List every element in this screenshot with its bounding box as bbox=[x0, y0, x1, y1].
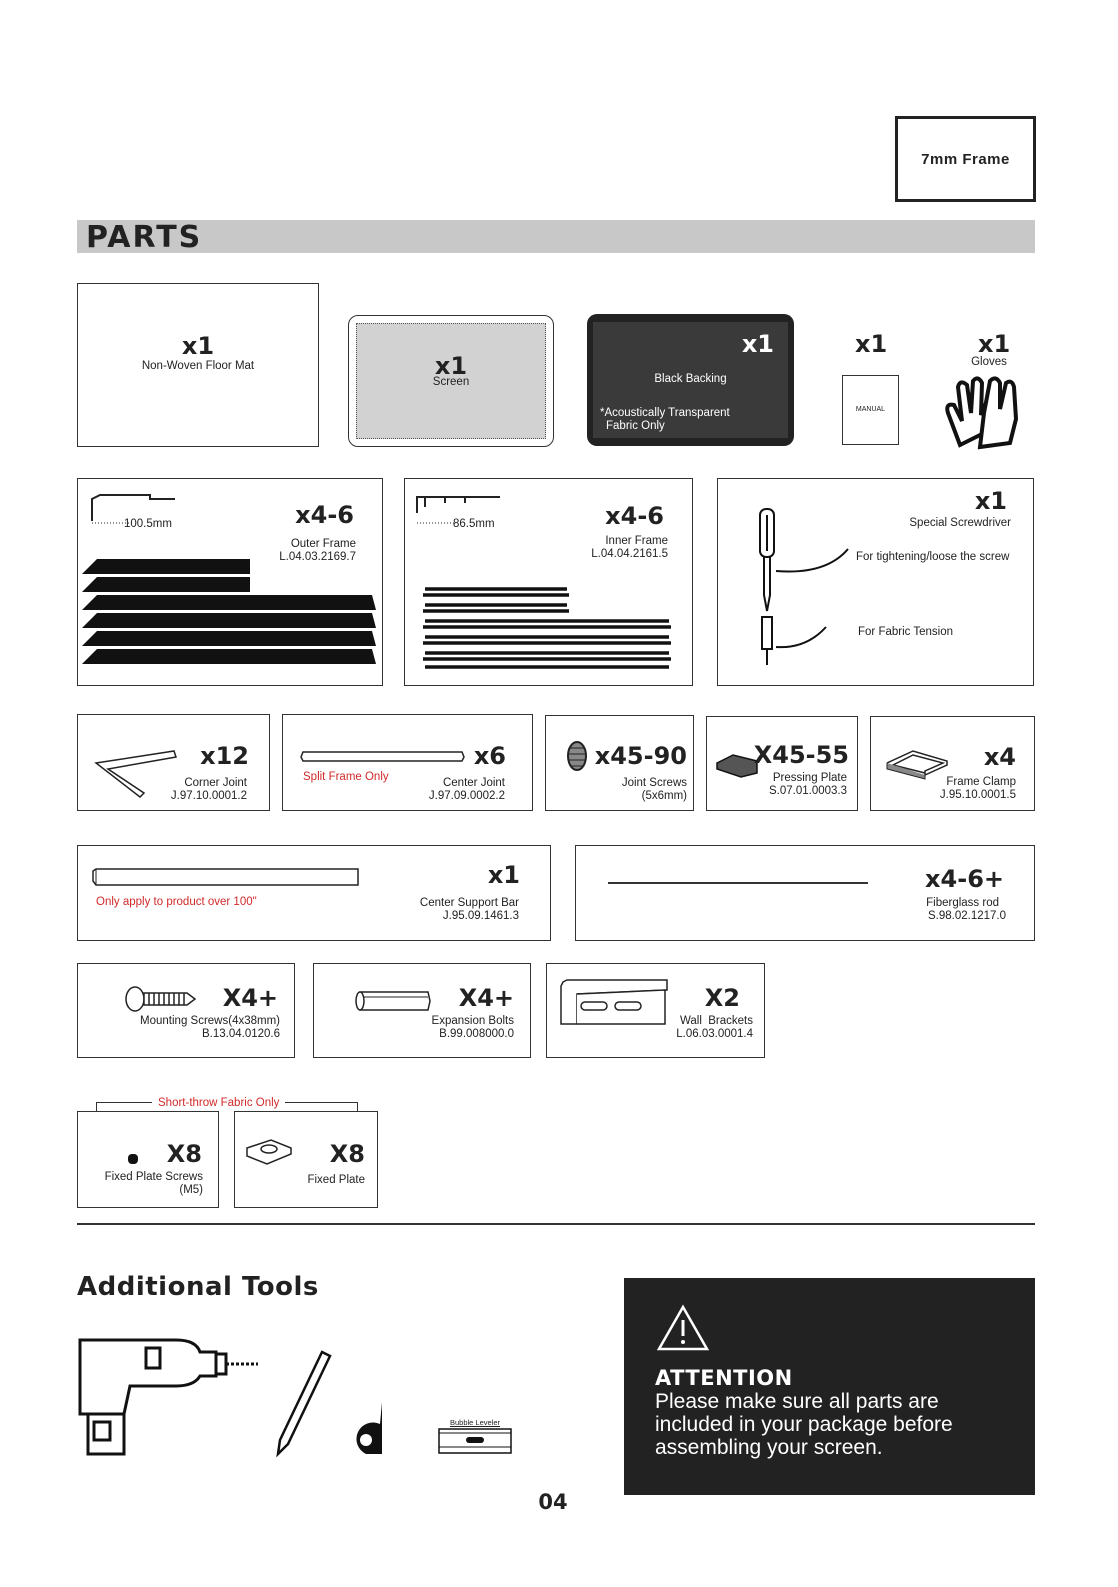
bubble-level-icon bbox=[438, 1428, 512, 1454]
part-spec: (M5) bbox=[179, 1184, 203, 1196]
qty: x4 bbox=[983, 743, 1016, 771]
part-name: Center Support Bar bbox=[419, 897, 519, 909]
frame-tag: 7mm Frame bbox=[895, 116, 1036, 202]
fiberglass-rod-icon bbox=[608, 882, 868, 884]
qty: x1 bbox=[181, 332, 215, 360]
use-note: For tightening/loose the screw bbox=[856, 551, 1010, 563]
qty: X4+ bbox=[458, 984, 514, 1012]
part-name: Joint Screws bbox=[621, 777, 687, 789]
part-name: Screen bbox=[432, 376, 470, 388]
part-spec: (5x6mm) bbox=[641, 790, 687, 802]
pencil-icon bbox=[276, 1350, 334, 1456]
profile-dimension: 100.5mm bbox=[124, 518, 172, 530]
outer-frame-bars-icon bbox=[82, 559, 378, 674]
qty: x4-6 bbox=[605, 502, 664, 530]
part-name: Outer Frame bbox=[290, 538, 356, 550]
part-name: Mounting Screws(4x38mm) bbox=[140, 1015, 280, 1027]
qty: X4+ bbox=[222, 984, 278, 1012]
attention-panel bbox=[624, 1278, 1035, 1495]
frame-clamp-box bbox=[870, 716, 1035, 811]
part-name: Special Screwdriver bbox=[909, 517, 1011, 529]
part-name: Pressing Plate bbox=[772, 772, 847, 784]
frame-clamp-icon bbox=[885, 749, 949, 779]
gloves-qty: x1 bbox=[978, 330, 1011, 358]
qty: x1 bbox=[741, 330, 774, 358]
part-name: Fiberglass rod bbox=[926, 897, 999, 909]
qty: x6 bbox=[473, 742, 506, 770]
part-name: Fixed Plate Screws bbox=[104, 1171, 203, 1183]
tools-title: Additional Tools bbox=[77, 1272, 319, 1302]
screen-box bbox=[348, 315, 554, 447]
use-note: For Fabric Tension bbox=[858, 626, 954, 638]
part-name: Inner Frame bbox=[605, 535, 668, 547]
fiberglass-rod-box bbox=[575, 845, 1035, 941]
gloves-icon bbox=[940, 373, 1022, 451]
part-code: L.04.04.2161.5 bbox=[591, 548, 668, 560]
page-number: 04 bbox=[538, 1490, 568, 1514]
part-code: L.04.03.2169.7 bbox=[279, 551, 356, 563]
mounting-screws-box bbox=[77, 963, 295, 1058]
fixed-plate-icon bbox=[245, 1138, 293, 1166]
part-note: Fabric Only bbox=[606, 420, 665, 432]
part-name: Black Backing bbox=[654, 373, 727, 385]
center-joint-box bbox=[282, 714, 533, 811]
inner-frame-box bbox=[404, 478, 693, 686]
section-title: PARTS bbox=[86, 220, 203, 255]
part-code: J.95.10.0001.5 bbox=[939, 789, 1016, 801]
part-name: Corner Joint bbox=[184, 777, 247, 789]
qty: X8 bbox=[329, 1140, 365, 1168]
qty: X45-55 bbox=[753, 741, 849, 769]
gloves-name: Gloves bbox=[971, 356, 1007, 368]
part-code: L.06.03.0001.4 bbox=[676, 1028, 753, 1040]
level-label: Bubble Leveler bbox=[449, 1418, 501, 1427]
part-code: J.95.09.1461.3 bbox=[442, 910, 519, 922]
screwdriver-icon bbox=[756, 505, 856, 669]
attention-body: Please make sure all parts are included in your package before assembling your screen. bbox=[655, 1390, 953, 1459]
joint-screw-icon bbox=[566, 740, 588, 772]
divider bbox=[77, 1223, 1035, 1225]
qty: x1 bbox=[487, 861, 520, 889]
expansion-bolts-box bbox=[313, 963, 531, 1058]
qty: x4-6 bbox=[295, 501, 354, 529]
part-note: Split Frame Only bbox=[303, 771, 389, 783]
fixed-plate-screw-icon bbox=[126, 1152, 140, 1166]
part-note: *Acoustically Transparent bbox=[600, 407, 730, 419]
parts-header bbox=[77, 220, 1035, 253]
manual-label: MANUAL bbox=[855, 406, 886, 413]
tape-measure-icon bbox=[352, 1400, 390, 1458]
part-code: S.98.02.1217.0 bbox=[927, 910, 1006, 922]
part-name: Frame Clamp bbox=[946, 776, 1016, 788]
outer-frame-box bbox=[77, 478, 383, 686]
black-backing-box bbox=[587, 314, 794, 446]
qty: x1 bbox=[434, 352, 468, 380]
corner-joint-box bbox=[77, 714, 270, 811]
fixed-plate-screws-box bbox=[77, 1111, 219, 1208]
part-name: Expansion Bolts bbox=[431, 1015, 514, 1027]
drill-icon bbox=[76, 1336, 261, 1458]
part-name: Non-Woven Floor Mat bbox=[141, 360, 255, 372]
profile-dimension: 86.5mm bbox=[453, 518, 495, 530]
corner-joint-icon bbox=[94, 749, 178, 799]
part-name: Wall Brackets bbox=[679, 1015, 753, 1027]
warning-icon bbox=[656, 1304, 710, 1352]
manual-icon bbox=[842, 375, 899, 445]
part-code: B.99.008000.0 bbox=[439, 1028, 514, 1040]
part-name: Fixed Plate bbox=[307, 1174, 365, 1186]
fixed-plate-box bbox=[234, 1111, 378, 1208]
qty: x45-90 bbox=[594, 742, 687, 770]
floor-mat-box bbox=[77, 283, 319, 447]
inner-frame-bars-icon bbox=[423, 585, 673, 673]
expansion-bolt-icon bbox=[354, 990, 434, 1012]
wall-bracket-icon bbox=[557, 978, 671, 1026]
manual-qty: x1 bbox=[855, 330, 888, 358]
part-name: Center Joint bbox=[442, 777, 505, 789]
wall-brackets-box bbox=[546, 963, 765, 1058]
qty: x1 bbox=[974, 487, 1007, 515]
joint-screws-box bbox=[545, 715, 694, 811]
qty: x4-6+ bbox=[925, 865, 1004, 893]
part-code: B.13.04.0120.6 bbox=[201, 1028, 280, 1040]
center-support-bar-box bbox=[77, 845, 551, 941]
qty: X8 bbox=[166, 1140, 202, 1168]
part-note: Only apply to product over 100" bbox=[96, 896, 257, 908]
qty: x12 bbox=[200, 742, 249, 770]
qty: X2 bbox=[704, 984, 740, 1012]
part-code: J.97.09.0002.2 bbox=[428, 790, 505, 802]
attention-title: ATTENTION bbox=[655, 1366, 793, 1390]
part-code: J.97.10.0001.2 bbox=[170, 790, 247, 802]
center-joint-icon bbox=[300, 751, 466, 763]
short-throw-label: Short-throw Fabric Only bbox=[152, 1097, 285, 1110]
center-support-bar-icon bbox=[92, 867, 360, 889]
mounting-screw-icon bbox=[125, 986, 197, 1012]
pressing-plate-box bbox=[706, 716, 858, 811]
screwdriver-box bbox=[717, 478, 1034, 686]
part-code: S.07.01.0003.3 bbox=[768, 785, 847, 797]
